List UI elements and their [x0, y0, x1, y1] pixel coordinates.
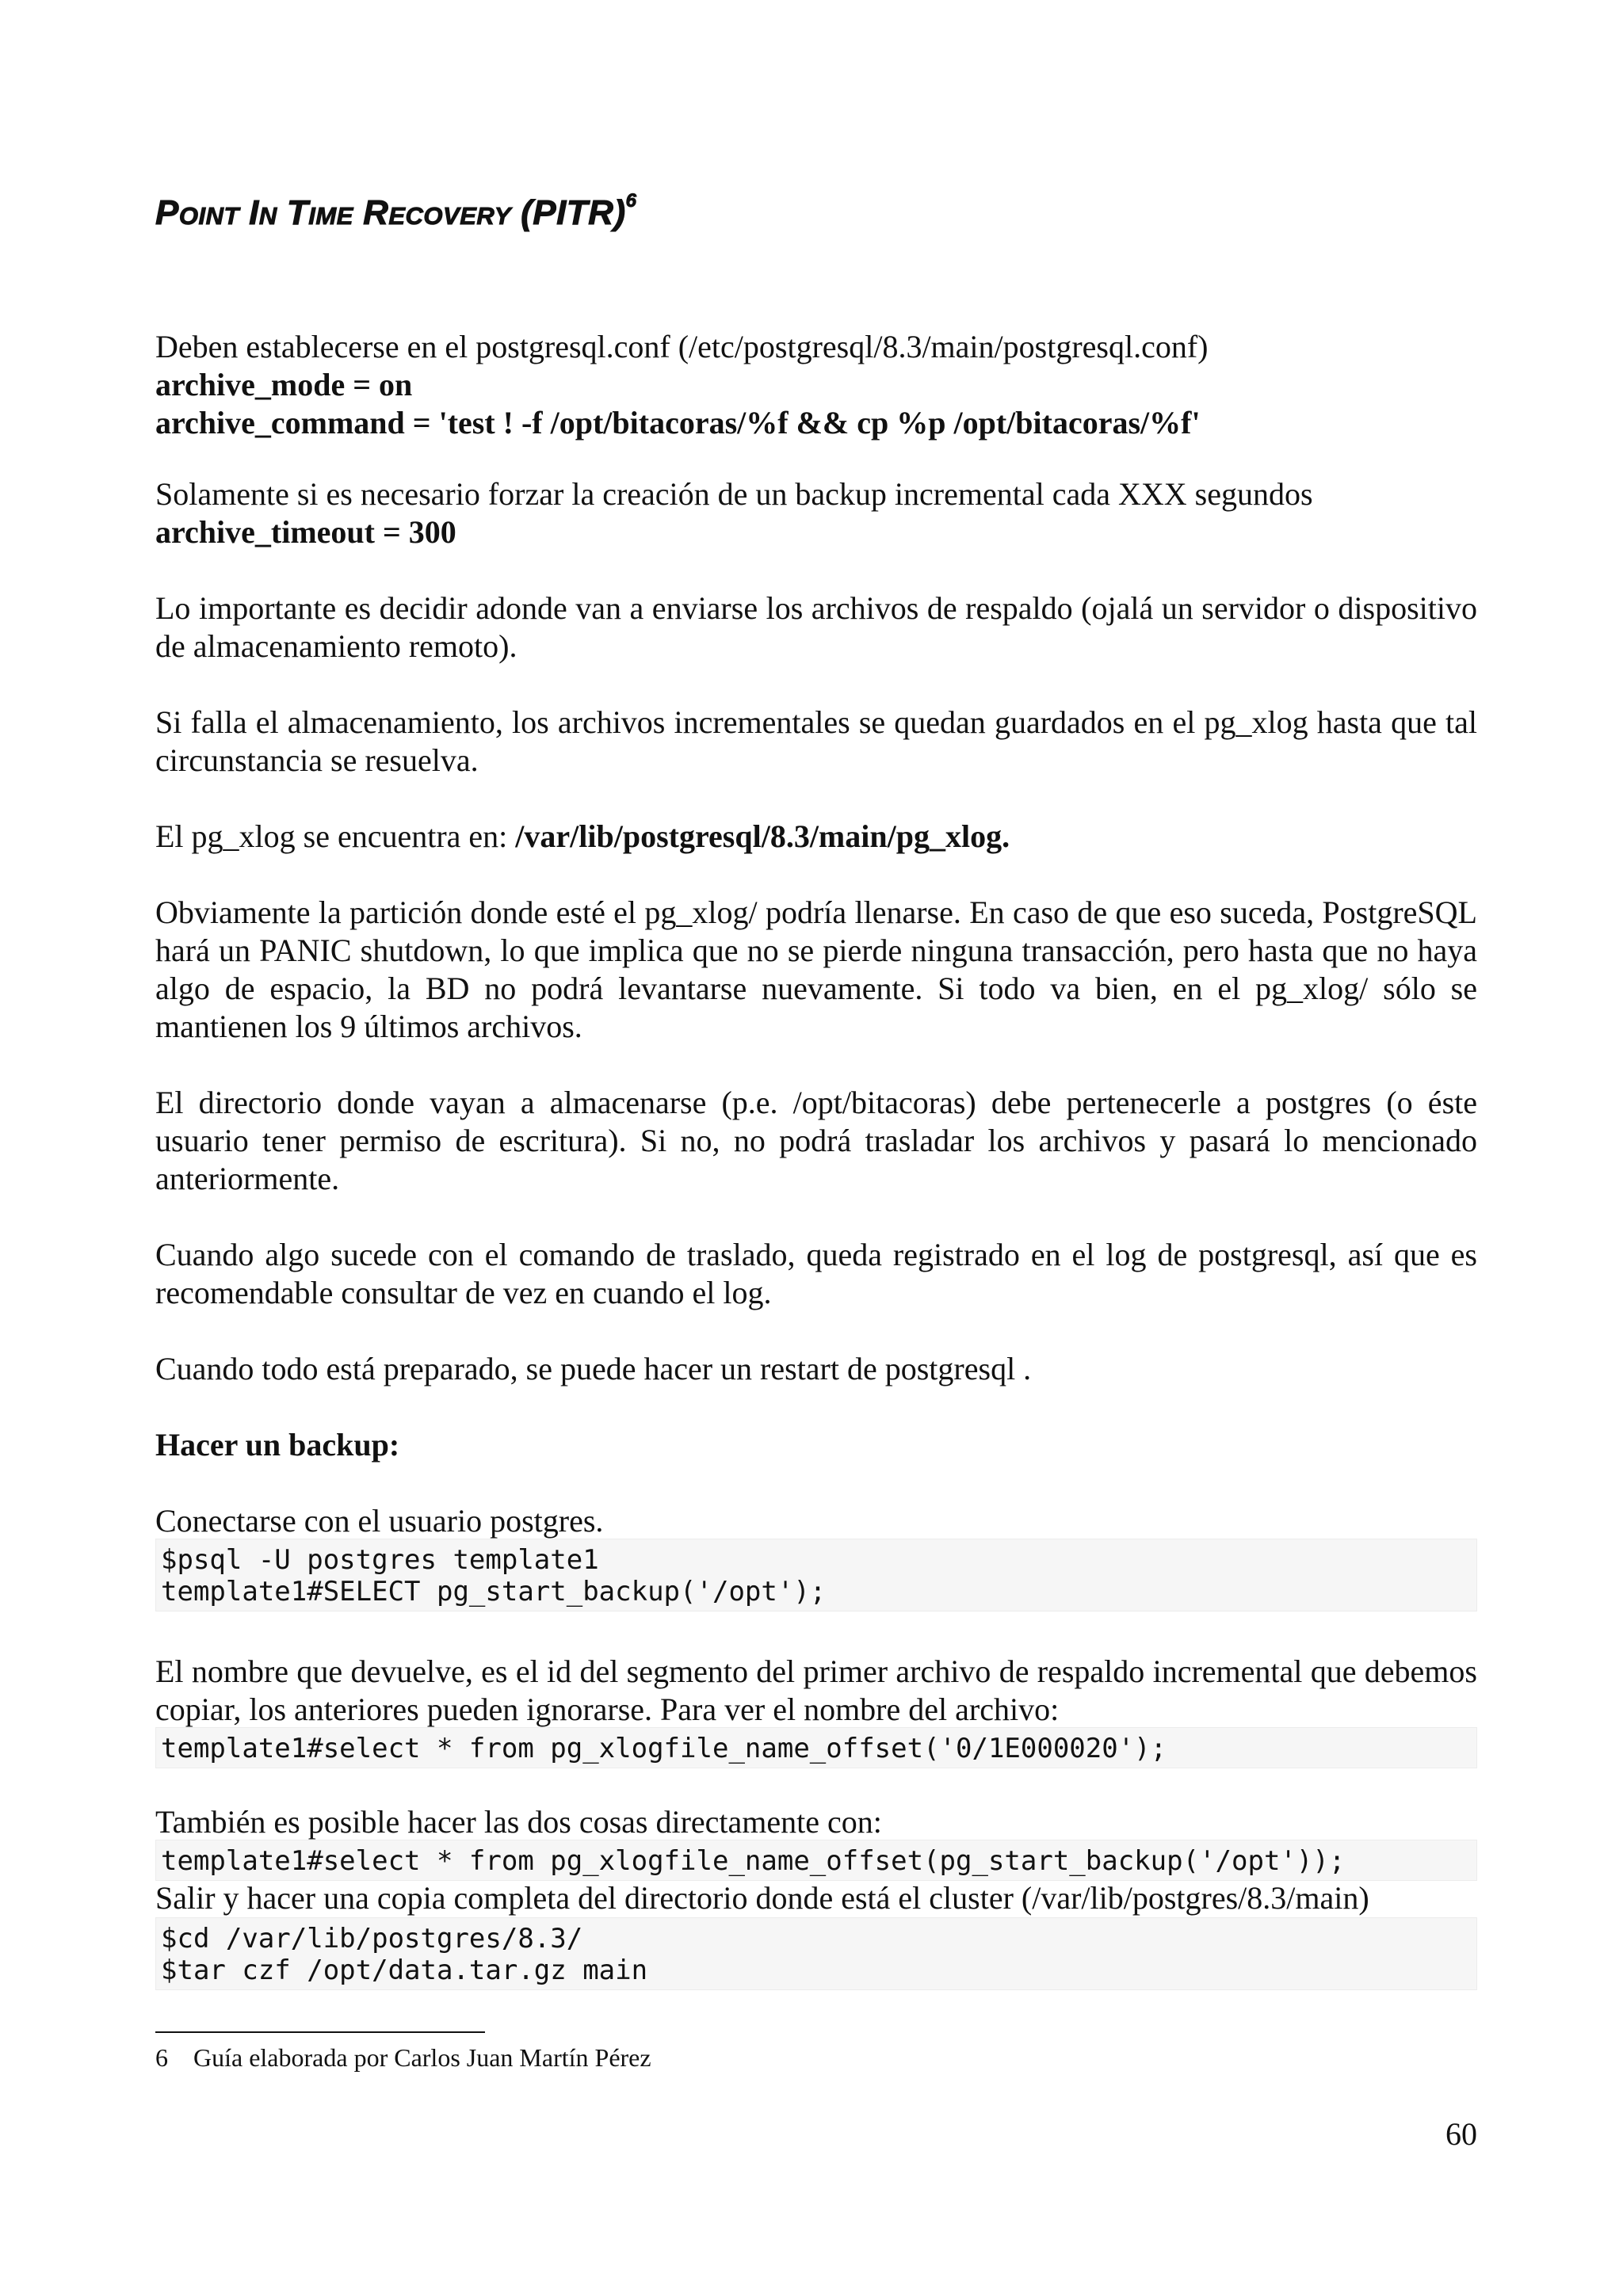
timeout-block	[155, 475, 1477, 551]
page-number: 60	[1445, 2116, 1477, 2152]
code-line: template1#SELECT pg_start_backup('/opt');	[161, 1576, 827, 1608]
paragraph: Cuando todo está preparado, se puede hacer un restart de postgresql .	[155, 1351, 1032, 1386]
heading-abbreviation: (PITR)	[521, 193, 626, 232]
heading-smallcaps: N	[258, 202, 277, 230]
code-block-combined[interactable]	[155, 1840, 1477, 1881]
pg-xlog-location-text: El pg_xlog se encuentra en:	[155, 818, 516, 854]
config-intro-text: Deben establecerse en el postgresql.conf (/etc/postgresql/8.3/main/postgresql.conf)	[155, 329, 1209, 364]
code-line: $psql -U postgres template1	[161, 1544, 599, 1576]
heading-cap: T	[286, 193, 309, 232]
code-line: template1#select * from pg_xlogfile_name_offset(pg_start_backup('/opt'));	[161, 1845, 1346, 1877]
heading-smallcaps: ECOVERY	[388, 202, 511, 230]
footnote-number: 6	[155, 2043, 168, 2072]
code-line: $tar czf /opt/data.tar.gz main	[161, 1955, 648, 1986]
connect-instruction: Conectarse con el usuario postgres.	[155, 1503, 604, 1539]
footnote	[155, 2042, 651, 2073]
archive-command-setting: archive_command = 'test ! -f /opt/bitacoras/%f && cp %p /opt/bitacoras/%f'	[155, 405, 1201, 441]
footnote-text: Guía elaborada por Carlos Juan Martín Pérez	[193, 2043, 651, 2072]
heading-cap: R	[363, 193, 389, 232]
code-block-xlogfile[interactable]	[155, 1727, 1477, 1768]
config-block	[155, 328, 1477, 442]
paragraph: Si falla el almacenamiento, los archivos incrementales se quedan guardados en el pg_xlog hasta que tal circunstancia se resuelva.	[155, 704, 1477, 778]
timeout-intro-text: Solamente si es necesario forzar la creación de un backup incremental cada XXX segundos	[155, 476, 1313, 512]
pg-xlog-path: /var/lib/postgresql/8.3/main/pg_xlog.	[515, 818, 1010, 854]
code-line: template1#select * from pg_xlogfile_name_offset('0/1E000020');	[161, 1733, 1167, 1764]
section-heading	[155, 190, 636, 233]
heading-cap: P	[155, 193, 179, 232]
footnote-divider	[155, 2031, 485, 2033]
heading-smallcaps: OINT	[178, 202, 239, 230]
archive-timeout-setting: archive_timeout = 300	[155, 514, 456, 550]
paragraph-pg-xlog-location	[155, 818, 1477, 856]
heading-smallcaps: IME	[308, 202, 353, 230]
backup-subheading: Hacer un backup:	[155, 1427, 400, 1463]
exit-instruction: Salir y hacer una copia completa del directorio donde está el cluster (/var/lib/postgres/8.3/main)	[155, 1880, 1369, 1916]
code-block-tar[interactable]	[155, 1917, 1477, 1990]
also-instruction: También es posible hacer las dos cosas directamente con:	[155, 1804, 882, 1840]
code-line: $cd /var/lib/postgres/8.3/	[161, 1923, 583, 1955]
code-block-connect[interactable]	[155, 1539, 1477, 1611]
paragraph: Obviamente la partición donde esté el pg_xlog/ podría llenarse. En caso de que eso suceda, PostgreSQL hará un PANIC shutdown, lo que implica que no se pierde ninguna transacción, pero hasta que no haya algo de espacio, la BD no podrá levantarse nuevamente. Si todo va bien, en el pg_xlog/ sólo se mantienen los 9 últimos archivos.	[155, 894, 1477, 1044]
paragraph: Lo importante es decidir adonde van a enviarse los archivos de respaldo (ojalá un servidor o dispositivo de almacenamiento remoto).	[155, 590, 1477, 664]
explain-paragraph: El nombre que devuelve, es el id del segmento del primer archivo de respaldo incremental que debemos copiar, los anteriores pueden ignorarse. Para ver el nombre del archivo:	[155, 1653, 1477, 1727]
paragraph: Cuando algo sucede con el comando de traslado, queda registrado en el log de postgresql, así que es recomendable consultar de vez en cuando el log.	[155, 1237, 1477, 1310]
archive-mode-setting: archive_mode = on	[155, 367, 413, 402]
heading-cap: I	[249, 193, 259, 232]
footnote-reference[interactable]: 6	[625, 190, 637, 212]
paragraph: El directorio donde vayan a almacenarse (p.e. /opt/bitacoras) debe pertenecerle a postgres (o éste usuario tener permiso de escritura). Si no, no podrá trasladar los archivos y pasará lo mencionado anteriormente.	[155, 1085, 1477, 1196]
